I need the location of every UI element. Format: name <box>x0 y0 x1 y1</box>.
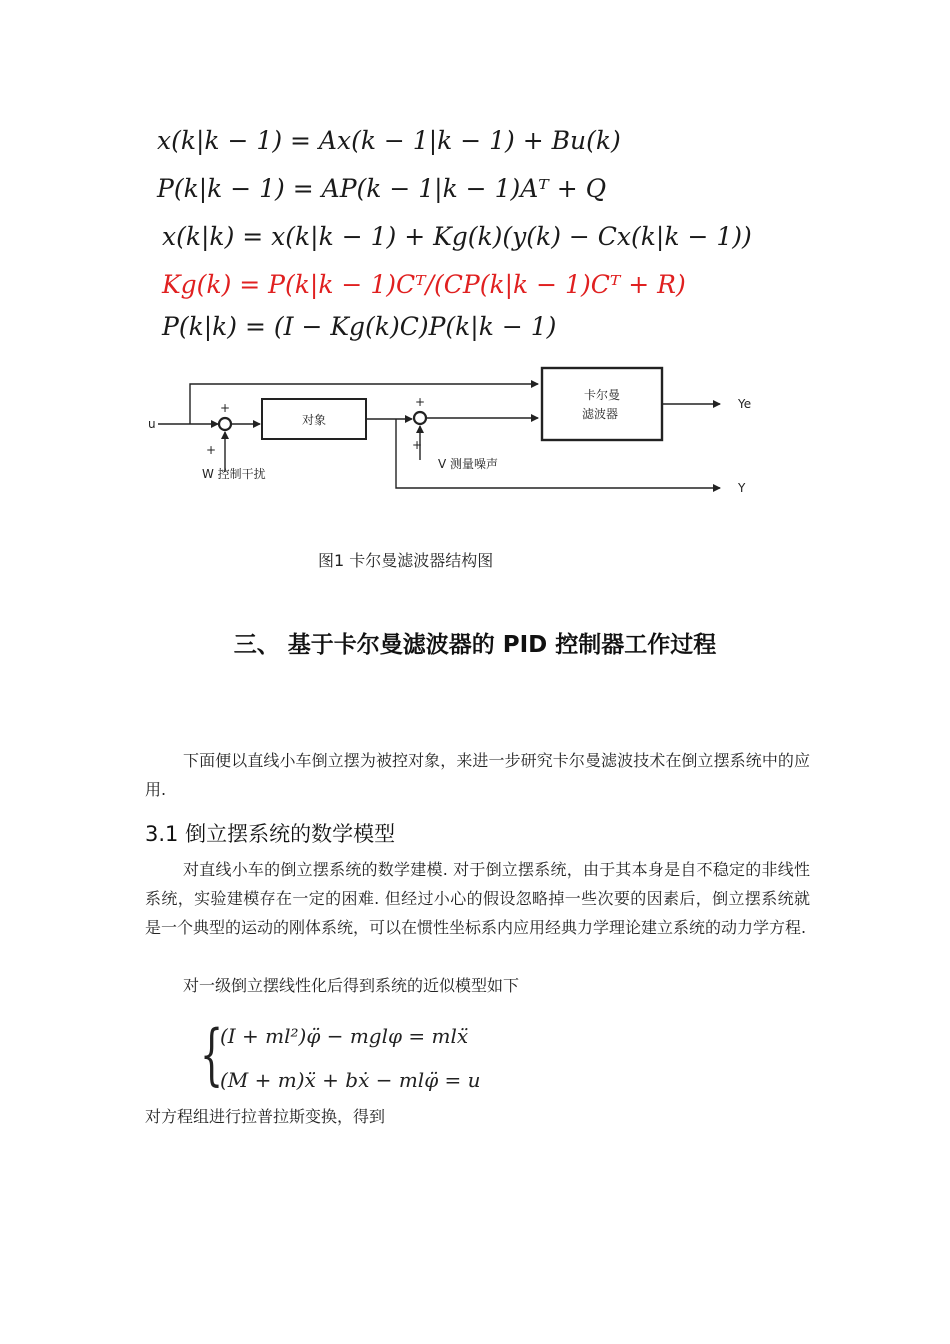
plant-label: 对象 <box>301 413 327 427</box>
noise-label: V 测量噪声 <box>438 457 499 471</box>
summer2-plus-bottom: + <box>412 438 423 452</box>
system-equations <box>200 1016 520 1100</box>
figure-caption: 图1 卡尔曼滤波器结构图 <box>318 551 494 570</box>
kalman-filter-block <box>542 368 662 440</box>
summer1-plus-bottom: + <box>206 443 217 457</box>
disturbance-label: W 控制干扰 <box>202 467 266 481</box>
system-equation-1: (I + ml²)φ̈ − mglφ = mlẍ <box>220 1024 469 1048</box>
kalman-filter-block-diagram <box>140 360 780 510</box>
equation-update-covariance: P(k|k) = (I − Kg(k)C)P(k|k − 1) <box>162 312 557 341</box>
subsection-title: 3.1 倒立摆系统的数学模型 <box>145 822 396 846</box>
equation-predict-covariance: P(k|k − 1) = AP(k − 1|k − 1)Aᵀ + Q <box>157 174 607 203</box>
paragraph-intro: 下面便以直线小车倒立摆为被控对象，来进一步研究卡尔曼滤波技术在倒立摆系统中的应用. <box>145 751 810 799</box>
output-estimate-label: Ye <box>738 397 752 411</box>
summing-junction-2 <box>414 412 426 424</box>
summer1-plus-top: + <box>220 401 231 415</box>
paragraph-model: 对直线小车的倒立摆系统的数学建模. 对于倒立摆系统，由于其本身是自不稳定的非线性系统，实验建模存在一定的困难. 但经过小心的假设忽略掉一些次要的因素后，倒立摆系统就是一个典型的运动的刚体系统，可以在惯性坐标系内应用经典力学理论建立系统的动力学方程. <box>145 860 810 937</box>
summing-junction-1 <box>219 418 231 430</box>
system-equation-2: (M + m)ẍ + bẋ − mlφ̈ = u <box>220 1068 481 1092</box>
paragraph-laplace: 对方程组进行拉普拉斯变换，得到 <box>145 1107 386 1126</box>
output-label: Y <box>738 481 746 495</box>
equation-update-state: x(k|k) = x(k|k − 1) + Kg(k)(y(k) − Cx(k|k − 1)) <box>162 222 752 251</box>
output-y-line <box>396 419 720 488</box>
equation-kalman-gain: Kg(k) = P(k|k − 1)Cᵀ/(CP(k|k − 1)Cᵀ + R) <box>162 270 686 299</box>
equation-predict-state: x(k|k − 1) = Ax(k − 1|k − 1) + Bu(k) <box>157 126 621 155</box>
input-label: u <box>148 417 156 431</box>
brace-symbol: { <box>200 1016 224 1093</box>
filter-label-line2: 滤波器 <box>581 407 619 421</box>
filter-label-line1: 卡尔曼 <box>583 388 621 402</box>
paragraph-linearization: 对一级倒立摆线性化后得到系统的近似模型如下 <box>183 976 520 995</box>
section-title: 三、 基于卡尔曼滤波器的 PID 控制器工作过程 <box>233 632 717 658</box>
summer2-plus-top: + <box>415 395 426 409</box>
